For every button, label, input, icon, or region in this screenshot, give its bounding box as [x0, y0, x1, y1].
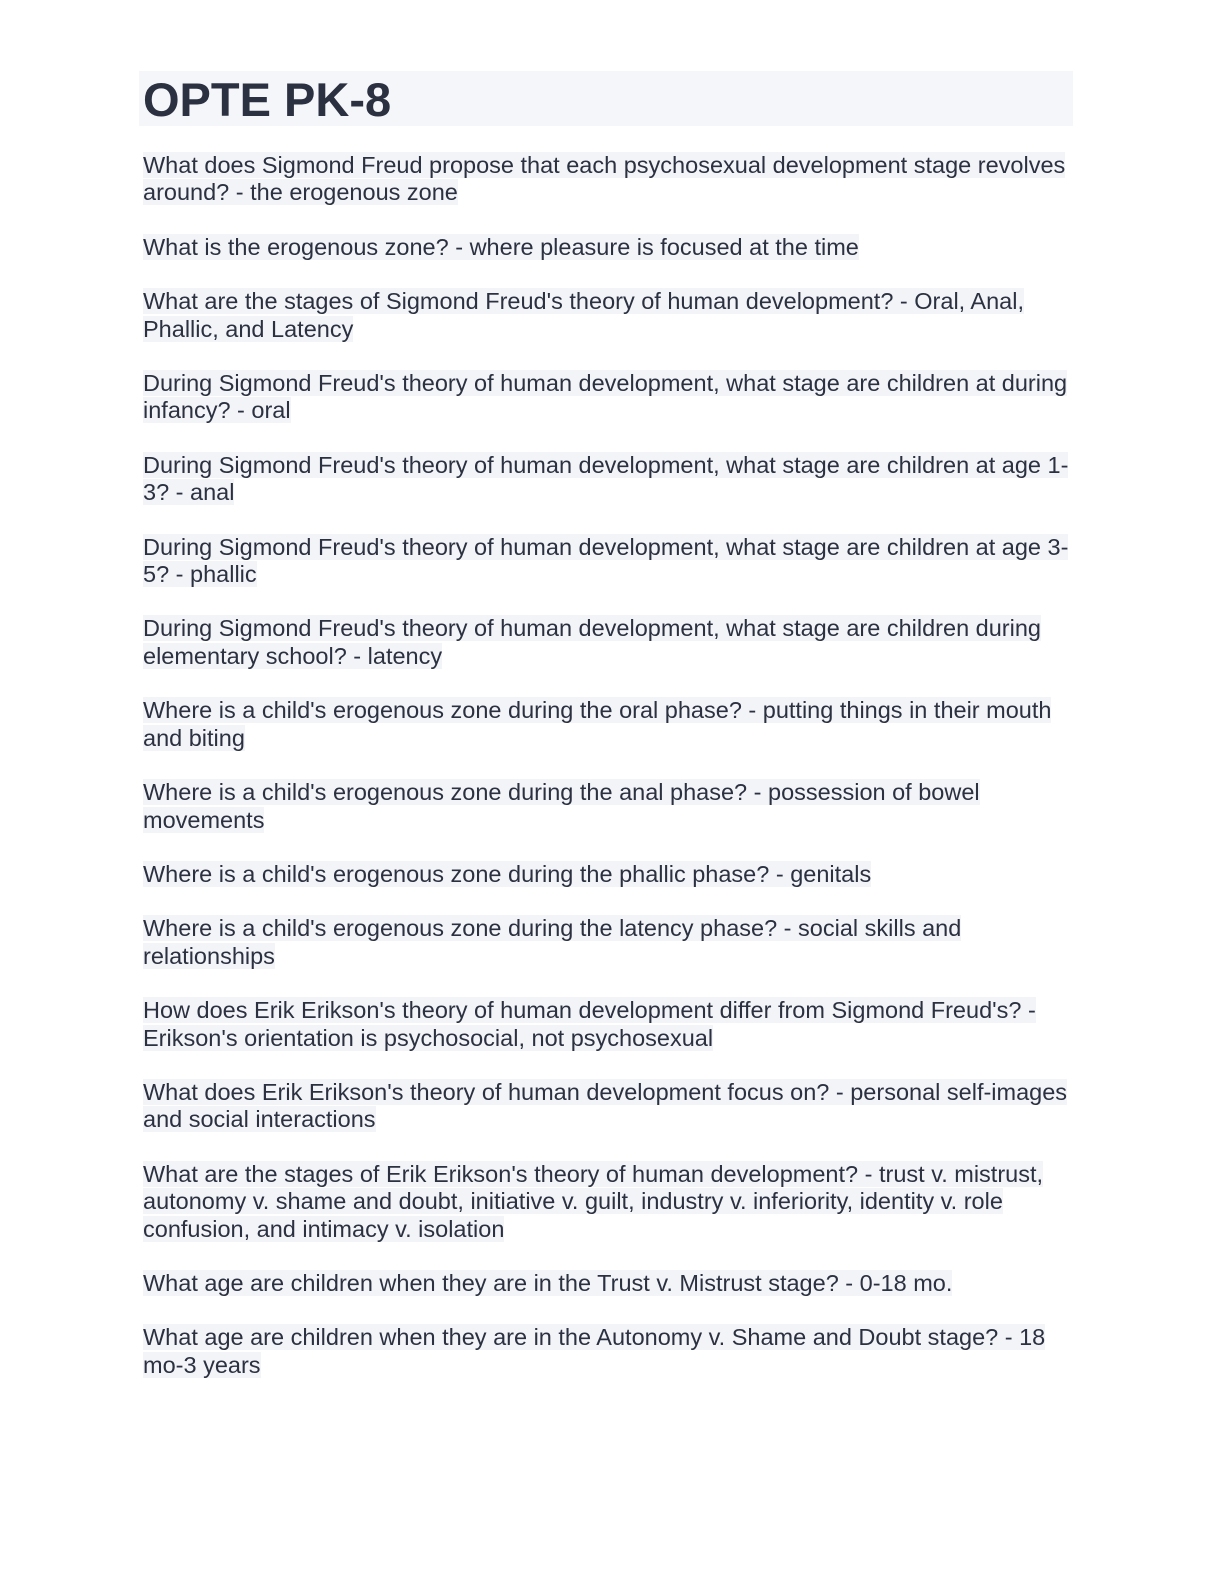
- flashcard: [143, 234, 1073, 261]
- flashcard-text: During Sigmond Freud's theory of human development, what stage are children during elementary school? - latency: [143, 615, 1041, 669]
- flashcard: [143, 452, 1073, 507]
- flashcard: [143, 1324, 1073, 1379]
- flashcard: [143, 615, 1073, 670]
- flashcard: [143, 1161, 1073, 1243]
- flashcard-text: Where is a child's erogenous zone during the latency phase? - social skills and relationships: [143, 915, 962, 969]
- flashcard: [143, 370, 1073, 425]
- flashcard: [143, 697, 1073, 752]
- flashcard: [143, 288, 1073, 343]
- flashcard-text: What does Erik Erikson's theory of human development focus on? - personal self-images and social interactions: [143, 1078, 1068, 1133]
- flashcard-text: What does Sigmond Freud propose that each psychosexual development stage revolves around? - the erogenous zone: [143, 152, 1066, 206]
- flashcard-text: During Sigmond Freud's theory of human development, what stage are children at during infancy? - oral: [143, 370, 1068, 424]
- flashcard: [143, 534, 1073, 589]
- flashcard-text: During Sigmond Freud's theory of human development, what stage are children at age 3-5? - phallic: [143, 533, 1069, 588]
- flashcard-text: During Sigmond Freud's theory of human development, what stage are children at age 1-3? - anal: [143, 451, 1069, 506]
- flashcard: [143, 152, 1073, 207]
- flashcard-text: What age are children when they are in the Trust v. Mistrust stage? - 0-18 mo.: [143, 1269, 953, 1296]
- flashcard-text: What age are children when they are in the Autonomy v. Shame and Doubt stage? - 18 mo-3 years: [143, 1324, 1046, 1378]
- flashcard-text: What is the erogenous zone? - where pleasure is focused at the time: [143, 233, 859, 260]
- flashcard-text: How does Erik Erikson's theory of human development differ from Sigmond Freud's? - Erikson's orientation is psychosocial, not psychosexual: [143, 997, 1036, 1051]
- flashcard-list: [143, 152, 1073, 1406]
- flashcard-text: What are the stages of Erik Erikson's theory of human development? - trust v. mistrust, autonomy v. shame and doubt, initiative v. guilt, industry v. inferiority, identity v. role confusion, and intimacy v. isolation: [143, 1160, 1044, 1242]
- flashcard-text: Where is a child's erogenous zone during the anal phase? - possession of bowel movements: [143, 779, 980, 833]
- flashcard-text: What are the stages of Sigmond Freud's theory of human development? - Oral, Anal, Phallic, and Latency: [143, 288, 1024, 342]
- flashcard: [143, 997, 1073, 1052]
- flashcard-text: Where is a child's erogenous zone during the phallic phase? - genitals: [143, 860, 872, 887]
- flashcard-text: Where is a child's erogenous zone during the oral phase? - putting things in their mouth and biting: [143, 697, 1052, 751]
- flashcard: [143, 861, 1073, 888]
- page-title: OPTE PK-8: [143, 73, 392, 126]
- flashcard: [143, 915, 1073, 970]
- flashcard: [143, 779, 1073, 834]
- flashcard: [143, 1270, 1073, 1297]
- flashcard: [143, 1079, 1073, 1134]
